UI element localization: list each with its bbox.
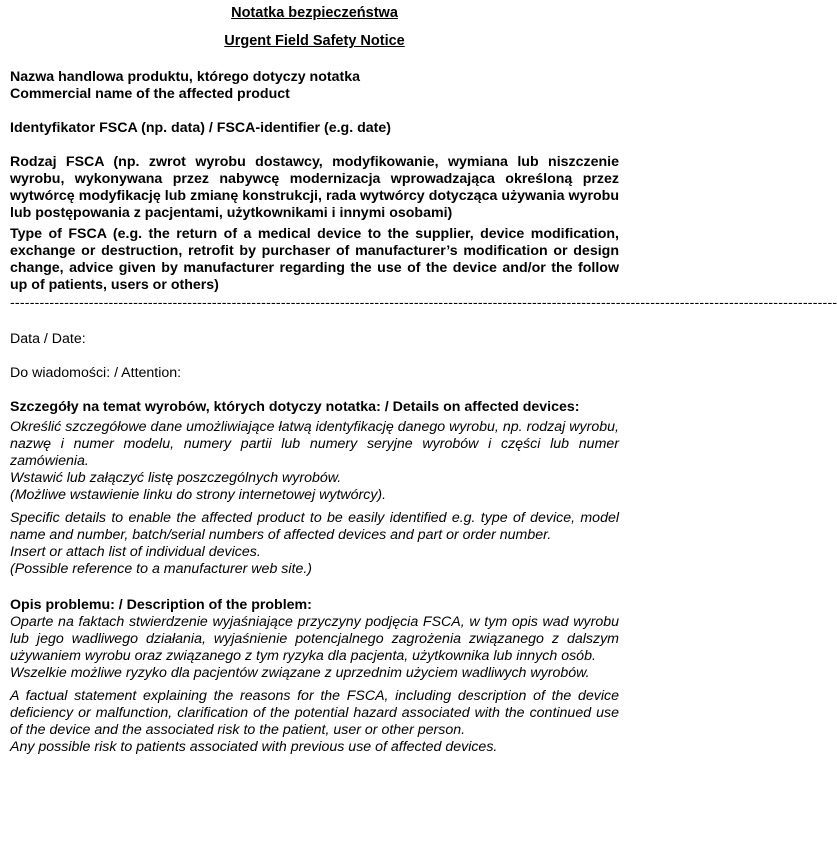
product-name-label-pl: Nazwa handlowa produktu, którego dotyczy notatka xyxy=(10,69,360,85)
fsca-type-en: Type of FSCA (e.g. the return of a medical device to the supplier, device modification, exchange or destruction, retrofit by purchaser of manufacturer’s modification or design change, advice given by manufacturer regarding the use of the device and/or the follow up of patients, users or others) xyxy=(10,226,619,293)
details-heading: Szczegóły na temat wyrobów, których dotyczy notatka: / Details on affected devices: xyxy=(10,399,580,415)
fsca-identifier-label: Identyfikator FSCA (np. data) / FSCA-identifier (e.g. date) xyxy=(10,120,391,136)
problem-heading: Opis problemu: / Description of the problem: xyxy=(10,597,312,613)
details-pl-insert: Wstawić lub załączyć listę poszczególnych wyrobów. xyxy=(10,470,342,486)
separator-line: ------------------------------------------------------------------------------------------------------------------------------------------------------------------------ xyxy=(10,295,837,311)
problem-en-paragraph: A factual statement explaining the reasons for the FSCA, including description of the device deficiency or malfunction, clarification of the potential hazard associated with the continued use of the device and the associated risk to the patient, user or other person. xyxy=(10,688,619,738)
attention-label: Do wiadomości: / Attention: xyxy=(10,365,182,381)
date-label: Data / Date: xyxy=(10,331,86,347)
problem-en-risk: Any possible risk to patients associated with previous use of affected devices. xyxy=(10,739,498,755)
fsca-type-pl: Rodzaj FSCA (np. zwrot wyrobu dostawcy, modyfikowanie, wymiana lub niszczenie wyrobu, wykonywana przez nabywcę modernizacja wprowadzająca określoną przez wytwórcę modyfikację lub zmianę konstrukcji, rada wytwórcy dotycząca używania wyrobu lub postępowania z pacjentami, użytkownikami i innymi osobami) xyxy=(10,154,619,221)
details-pl-paragraph: Określić szczegółowe dane umożliwiające łatwą identyfikację danego wyrobu, np. rodzaj wyrobu, nazwę i numer modelu, numery partii lub numery seryjne wyrobów i części lub numer zamówienia. xyxy=(10,419,619,469)
details-en-link: (Possible reference to a manufacturer web site.) xyxy=(10,561,313,577)
title-polish: Notatka bezpieczeństwa xyxy=(231,5,398,21)
details-en-insert: Insert or attach list of individual devices. xyxy=(10,544,261,560)
product-name-label-en: Commercial name of the affected product xyxy=(10,86,290,102)
details-pl-link: (Możliwe wstawienie linku do strony internetowej wytwórcy). xyxy=(10,487,387,503)
problem-pl-risk: Wszelkie możliwe ryzyko dla pacjentów związane z uprzednim użyciem wadliwych wyrobów. xyxy=(10,665,590,681)
details-en-paragraph: Specific details to enable the affected product to be easily identified e.g. type of device, model name and number, batch/serial numbers of affected devices and part or order number. xyxy=(10,510,619,543)
problem-pl-paragraph: Oparte na faktach stwierdzenie wyjaśniające przyczyny podjęcia FSCA, w tym opis wad wyrobu lub jego wadliwego działania, wyjaśnienie potencjalnego zagrożenia związanego z dalszym używaniem wyrobu oraz związanego z tym ryzyka dla pacjenta, użytkownika lub innych osób. xyxy=(10,614,619,664)
title-english: Urgent Field Safety Notice xyxy=(224,33,405,49)
